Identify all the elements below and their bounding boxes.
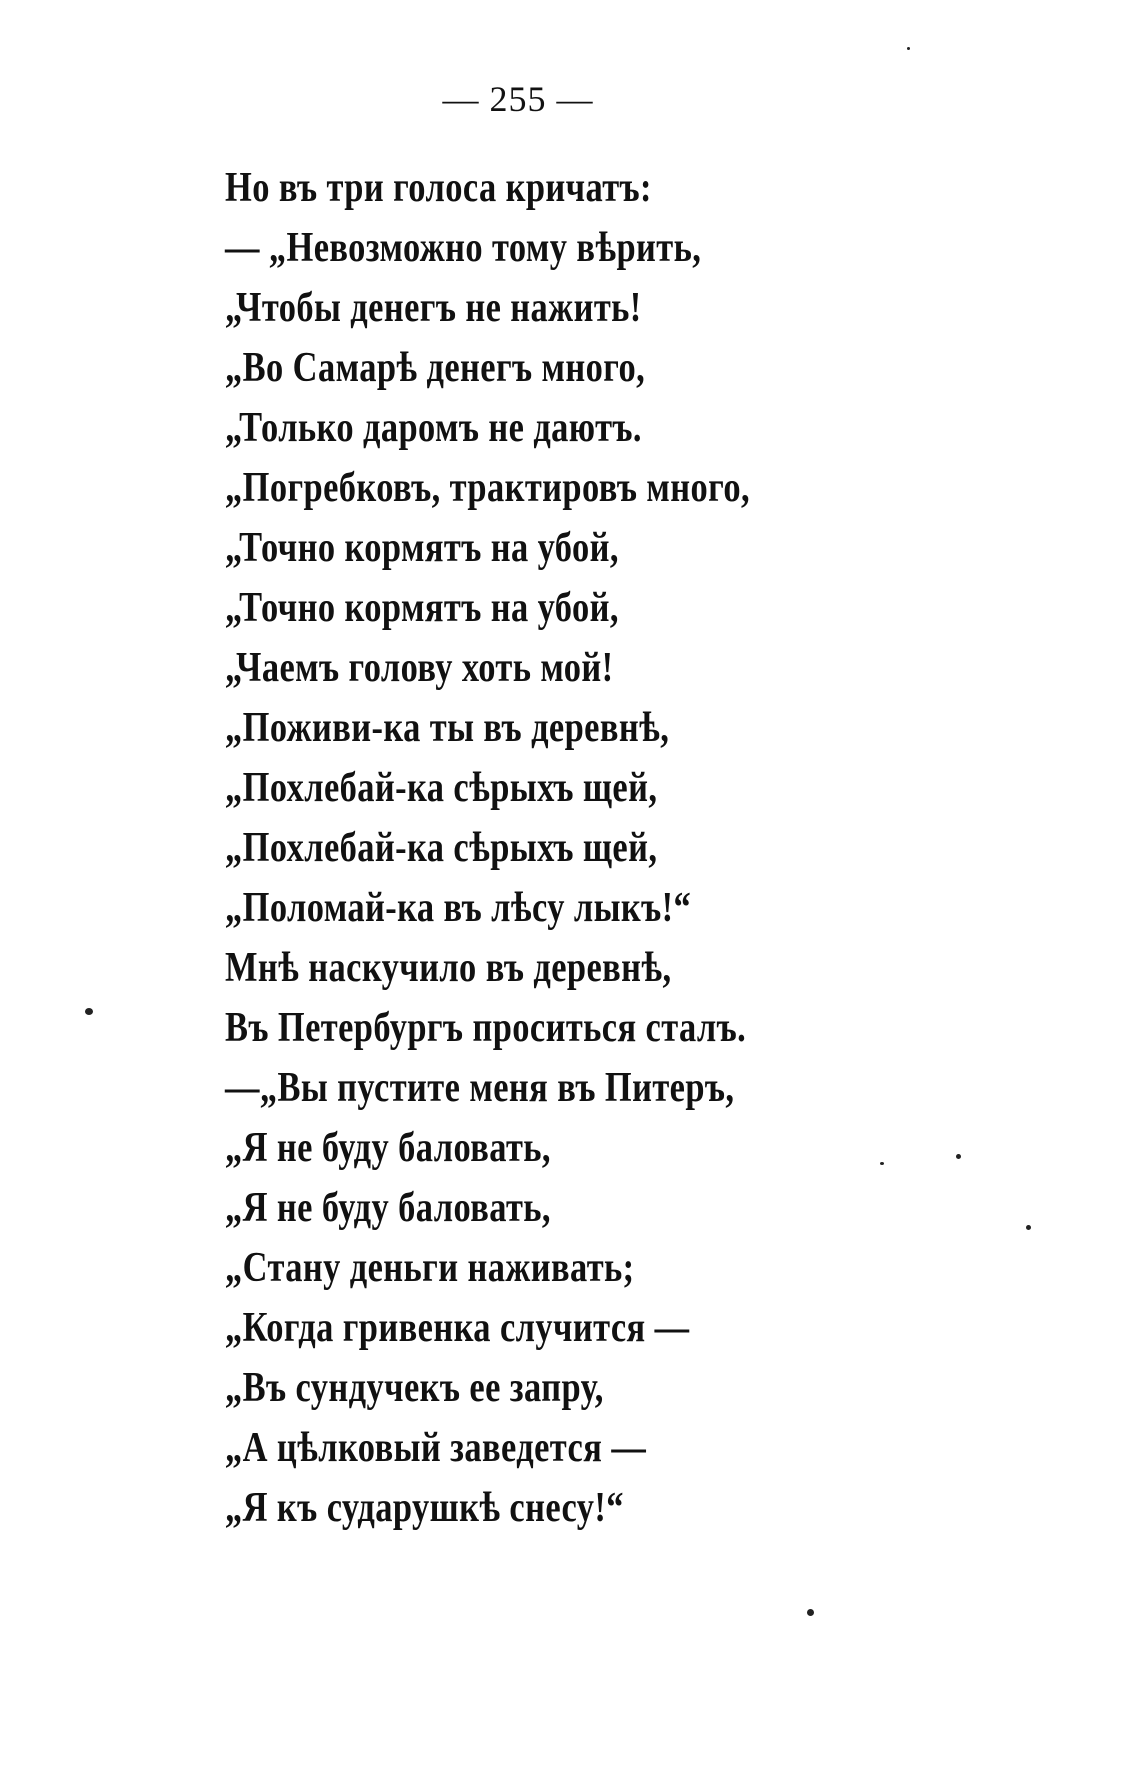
scan-speck <box>807 1609 814 1616</box>
poem-line: Въ Петербургъ проситься сталъ. <box>225 1005 747 1051</box>
poem-line: „Я не буду баловать, <box>225 1185 551 1231</box>
poem-line: „Похлебай-ка сѣрыхъ щей, <box>225 765 658 811</box>
poem-line: „Стану деньги наживать; <box>225 1245 635 1291</box>
poem-line: Мнѣ наскучило въ деревнѣ, <box>225 945 672 991</box>
poem-line: „Только даромъ не даютъ. <box>225 405 642 451</box>
poem-line: „Я къ сударушкѣ снесу!“ <box>225 1485 624 1531</box>
poem-line: „Поживи-ка ты въ деревнѣ, <box>225 705 670 751</box>
poem-line: —„Вы пустите меня въ Питеръ, <box>225 1065 735 1111</box>
poem-line: „Я не буду баловать, <box>225 1125 551 1171</box>
scan-speck <box>956 1154 961 1159</box>
poem-line: „Когда гривенка случится — <box>225 1305 690 1351</box>
scan-speck <box>907 47 910 50</box>
poem-line: „Погребковъ, трактировъ много, <box>225 465 751 511</box>
poem <box>225 158 865 1538</box>
poem-line: „Похлебай-ка сѣрыхъ щей, <box>225 825 658 871</box>
poem-line: „Во Самарѣ денегъ много, <box>225 345 646 391</box>
poem-line: „Точно кормятъ на убой, <box>225 525 619 571</box>
page-number: — 255 — <box>442 79 594 119</box>
scan-speck <box>85 1008 93 1015</box>
poem-line: — „Невозможно тому вѣрить, <box>225 225 702 271</box>
scan-speck <box>1026 1225 1031 1230</box>
poem-line: „Чтобы денегъ не нажить! <box>225 285 642 331</box>
scan-speck <box>880 1162 884 1165</box>
poem-line: „Поломай-ка въ лѣсу лыкъ!“ <box>225 885 692 931</box>
poem-line: „А цѣлковый заведется — <box>225 1425 647 1471</box>
poem-line: „Чаемъ голову хоть мой! <box>225 645 614 691</box>
poem-line: Но въ три голоса кричатъ: <box>225 165 652 211</box>
poem-line: „Въ сундучекъ ее запру, <box>225 1365 604 1411</box>
poem-line: „Точно кормятъ на убой, <box>225 585 619 631</box>
